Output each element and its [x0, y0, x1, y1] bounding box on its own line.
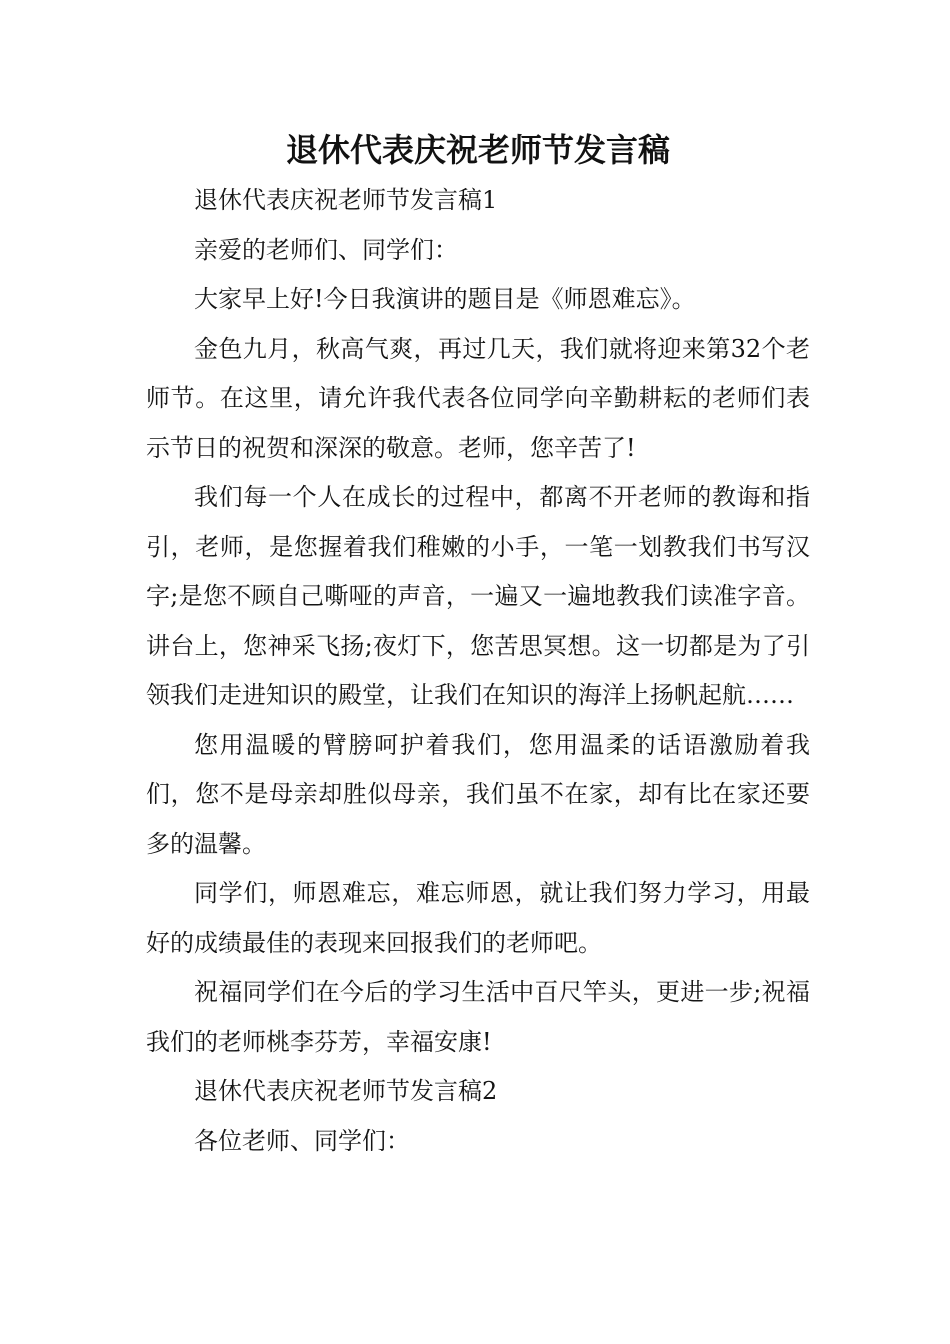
salutation: 亲爱的老师们、同学们：	[194, 235, 458, 264]
document-body	[146, 176, 810, 1166]
paragraph-call-to-action: 同学们，师恩难忘，难忘师恩，就让我们努力学习，用最好的成绩最佳的表现来回报我们的老师吧。	[146, 879, 810, 957]
document-title: 退休代表庆祝老师节发言稿	[285, 131, 670, 169]
paragraph-greeting: 大家早上好!今日我演讲的题目是《师恩难忘》。	[194, 285, 696, 313]
paragraph-care: 您用温暖的臂膀呵护着我们，您用温柔的话语激励着我们，您不是母亲却胜似母亲，我们虽不在家，却有比在家还要多的温馨。	[146, 730, 810, 858]
paragraph-growth: 我们每一个人在成长的过程中，都离不开老师的教诲和指引，老师，是您握着我们稚嫩的小手，一笔一划教我们书写汉字;是您不顾自己嘶哑的声音，一遍又一遍地教我们读准字音。讲台上，您神采飞扬;夜灯下，您苦思冥想。这一切都是为了引领我们走进知识的殿堂，让我们在知识的海洋上扬帆起航……	[146, 483, 810, 709]
section-heading-2: 退休代表庆祝老师节发言稿2	[194, 1077, 498, 1105]
paragraph-intro: 金色九月，秋高气爽，再过几天，我们就将迎来第32个老师节。在这里，请允许我代表各位同学向辛勤耕耘的老师们表示节日的祝贺和深深的敬意。老师，您辛苦了!	[146, 334, 810, 462]
paragraph-blessing: 祝福同学们在今后的学习生活中百尺竿头，更进一步;祝福我们的老师桃李芬芳，幸福安康!	[146, 978, 810, 1056]
salutation-2: 各位老师、同学们：	[194, 1126, 410, 1155]
section-heading-1: 退休代表庆祝老师节发言稿1	[194, 186, 498, 214]
